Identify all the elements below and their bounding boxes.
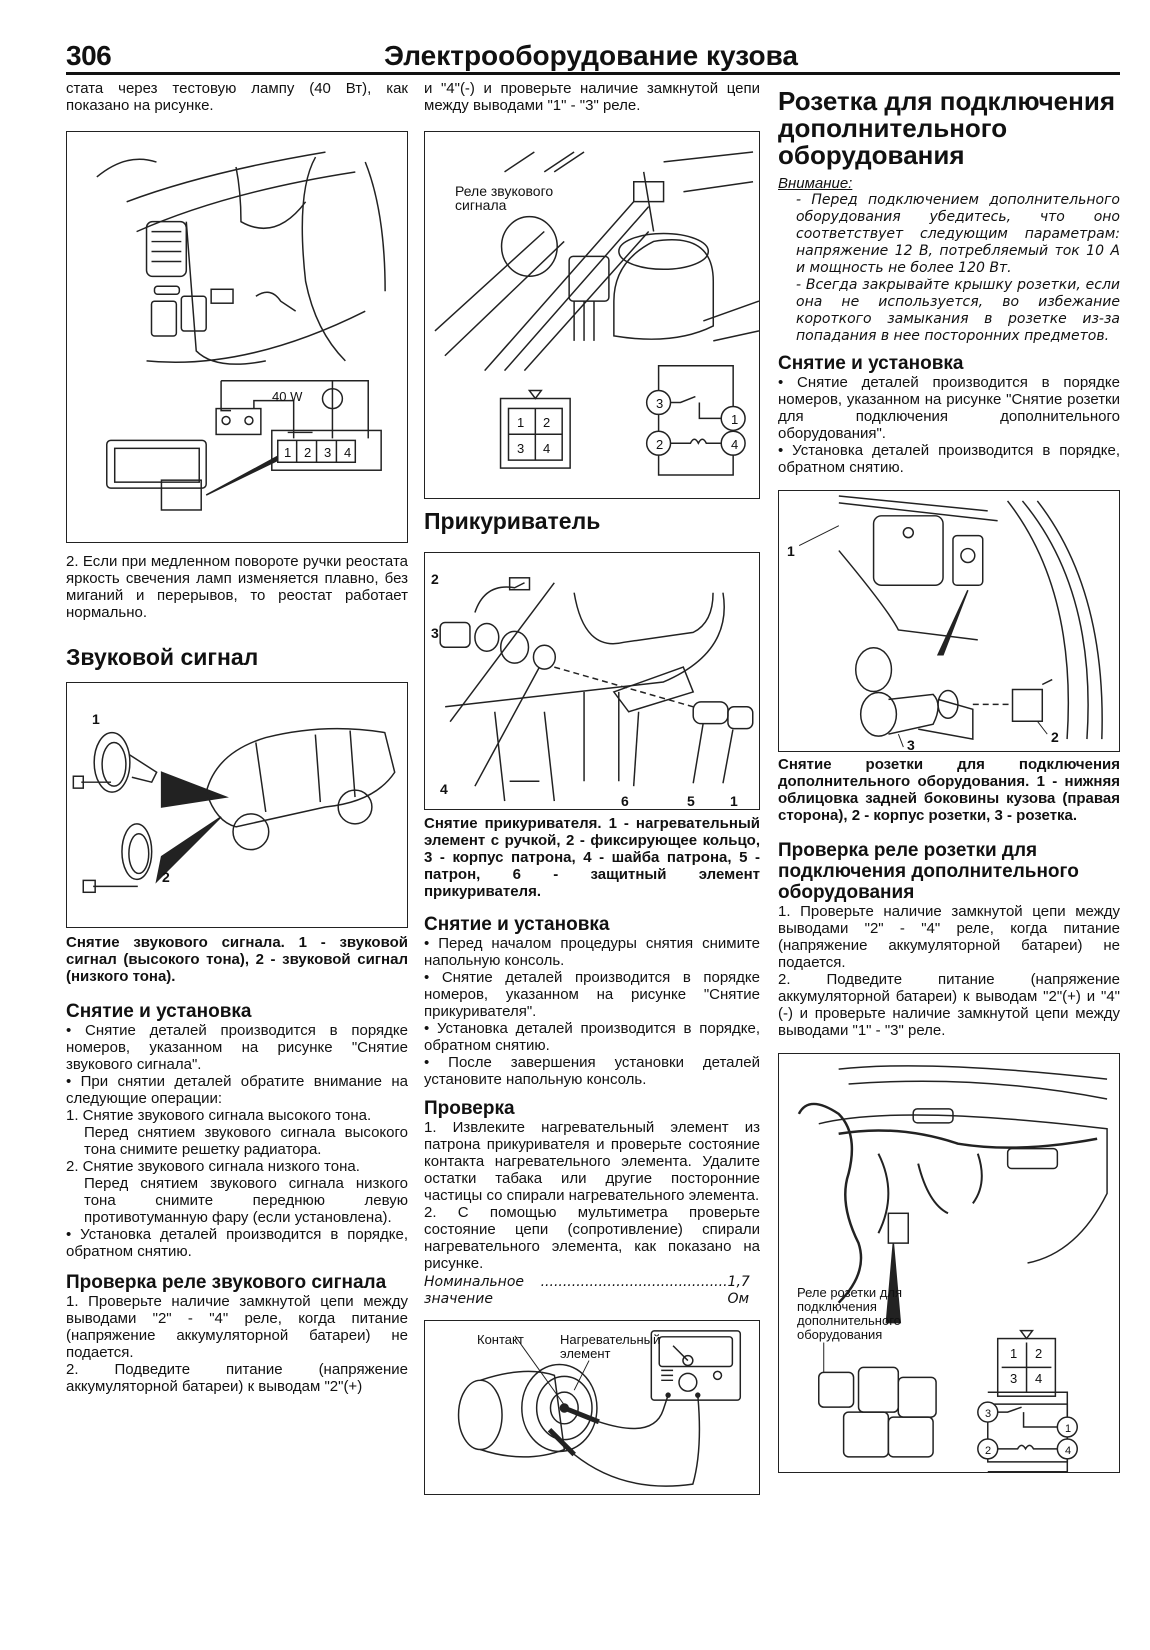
note-item: - Всегда закрывайте крышку розетки, если она не используется, во избежание короткого замыкания в розетке из-за попадания в нее посторонних предметов. — [796, 277, 1120, 344]
socket-relay-check-item: 1. Проверьте наличие замкнутой цепи между выводами "2" - "4" реле, когда питание (напряжение аккумуляторной батареи) не подается. — [778, 903, 1120, 971]
horn-removal-item: Перед снятием звукового сигнала низкого тона снимите переднюю левую противотуманную фару (если установлена). — [84, 1175, 408, 1226]
figure-socket — [778, 490, 1120, 752]
horn-heading: Звуковой сигнал — [66, 644, 259, 670]
lamp-label: 40 W — [272, 389, 303, 404]
schematic-pin-2: 2 — [656, 437, 664, 452]
connector-pin-2: 2 — [1035, 1346, 1043, 1361]
figure-horn — [66, 682, 408, 928]
schematic-pin-3: 3 — [656, 396, 664, 411]
horn-removal-item: • При снятии деталей обратите внимание на следующие операции: — [66, 1073, 408, 1107]
socket-relay-check-item: 2. Подведите питание (напряжение аккумуляторной батареи) к выводам "2"(+) и "4"(-) и проверьте наличие замкнутой цепи между выводами "1" - "3" реле. — [778, 971, 1120, 1039]
nominal-value-row — [424, 1274, 760, 1308]
figure-multimeter — [424, 1320, 760, 1495]
socket-removal-item: • Снятие деталей производится в порядке номеров, указанном на рисунке "Снятие розетки для подключения дополнительного оборудования". — [778, 374, 1120, 442]
horn-relay-check-item: 2. Подведите питание (напряжение аккумуляторной батареи) к выводам "2"(+) — [66, 1361, 408, 1395]
schematic-pin-3: 3 — [985, 1408, 992, 1420]
rheostat-step-2: 2. Если при медленном повороте ручки реостата яркость свечения ламп изменяется плавно, без миганий и перерывов, то реостат работает нормально. — [66, 553, 408, 621]
note-item: - Перед подключением дополнительного оборудования убедитесь, что оно соответствует следующим параметрам: напряжение 12 В, потребляемый ток 10 А и мощность не более 120 Вт. — [796, 192, 1120, 276]
lighter-removal-item: • Перед началом процедуры снятия снимите напольную консоль. — [424, 935, 760, 969]
lighter-heading: Прикуриватель — [424, 508, 601, 534]
figure-lighter — [424, 552, 760, 810]
schematic-pin-1: 1 — [731, 412, 739, 427]
schematic-pin-2: 2 — [985, 1445, 992, 1457]
horn-removal-item: • Установка деталей производится в порядке, обратном снятию. — [66, 1226, 408, 1260]
schematic-pin-4: 4 — [731, 437, 739, 452]
lighter-caption: Снятие прикуривателя. 1 - нагревательный элемент с ручкой, 2 - фиксирующее кольцо, 3 - корпус патрона, 4 - шайба патрона, 5 - патрон, 6 - защитный элемент прикуривателя. — [424, 815, 760, 900]
horn-illustration — [67, 683, 407, 927]
figure-rheostat — [66, 131, 408, 543]
terminal-3: 3 — [324, 445, 332, 460]
column-2 — [424, 80, 760, 1495]
figure-socket-relay — [778, 1053, 1120, 1473]
horn-label-2: 2 — [162, 869, 170, 885]
header-rule — [66, 72, 1120, 75]
figure-horn-relay — [424, 131, 760, 499]
connector-pin-1: 1 — [1010, 1346, 1018, 1361]
socket-caption: Снятие розетки для подключения дополнительного оборудования. 1 - нижняя облицовка задней боковины кузова (правая сторона), 2 - корпус розетки, 3 - розетка. — [778, 756, 1120, 824]
intro-text: и "4"(-) и проверьте наличие замкнутой цепи между выводами "1" - "3" реле. — [424, 80, 760, 114]
lighter-removal-item: • Установка деталей производится в порядке, обратном снятию. — [424, 1020, 760, 1054]
socket-removal-heading: Снятие и установка — [778, 353, 964, 374]
column-3 — [778, 88, 1120, 1473]
rheostat-illustration — [67, 132, 407, 542]
intro-text: стата через тестовую лампу (40 Вт), как показано на рисунке. — [66, 80, 408, 114]
horn-removal-item: Перед снятием звукового сигнала высокого тона снимите решетку радиатора. — [84, 1124, 408, 1158]
horn-relay-check-heading: Проверка реле звукового сигнала — [66, 1272, 387, 1293]
nominal-value: 1,7 Ом — [727, 1274, 750, 1307]
lighter-removal-item: • После завершения установки деталей установите напольную консоль. — [424, 1054, 760, 1088]
note-label: Внимание: — [778, 175, 853, 192]
terminal-4: 4 — [344, 445, 352, 460]
socket-removal-item: • Установка деталей производится в порядке, обратном снятию. — [778, 442, 1120, 476]
lighter-label-1: 1 — [730, 793, 738, 809]
connector-pin-4: 4 — [543, 441, 551, 456]
lighter-check-item: 1. Извлеките нагревательный элемент из патрона прикуривателя и проверьте состояние контакта нагревательного элемента. Удалите остатки табака или другие посторонние частицы со спирали нагревательного элемента. — [424, 1119, 760, 1204]
nominal-label: Номинальное значение — [424, 1274, 525, 1307]
horn-removal-item: 2. Снятие звукового сигнала низкого тона. — [66, 1158, 360, 1175]
lighter-removal-item: • Снятие деталей производится в порядке номеров, указанном на рисунке "Снятие прикуривателя". — [424, 969, 760, 1020]
lighter-label-4: 4 — [440, 781, 448, 797]
socket-label-3: 3 — [907, 737, 915, 753]
page-number: 306 — [66, 40, 112, 71]
horn-label-1: 1 — [92, 711, 100, 727]
horn-removal-heading: Снятие и установка — [66, 1001, 252, 1022]
horn-removal-item: • Снятие деталей производится в порядке номеров, указанном на рисунке "Снятие звукового сигнала". — [66, 1022, 408, 1073]
column-1 — [66, 80, 408, 1395]
terminal-2: 2 — [304, 445, 312, 460]
socket-label-2: 2 — [1051, 729, 1059, 745]
running-title: Электрооборудование кузова — [384, 40, 798, 71]
socket-heading: Розетка для подключения дополнительного оборудования — [778, 86, 1115, 170]
lighter-label-5: 5 — [687, 793, 695, 809]
nominal-dots: .......................................... — [540, 1274, 728, 1290]
schematic-pin-1: 1 — [1065, 1423, 1072, 1435]
connector-pin-3: 3 — [517, 441, 525, 456]
horn-relay-check-item: 1. Проверьте наличие замкнутой цепи между выводами "2" - "4" реле, когда питание (напряжение аккумуляторной батареи) не подается. — [66, 1293, 408, 1361]
page-header — [66, 40, 1120, 70]
lighter-illustration — [425, 553, 759, 809]
socket-label-1: 1 — [787, 543, 795, 559]
contact-label: Контакт — [477, 1332, 524, 1347]
socket-relay-label: Реле розетки для подключения дополнительного оборудования — [797, 1285, 902, 1342]
terminal-1: 1 — [284, 445, 292, 460]
horn-caption: Снятие звукового сигнала. 1 - звуковой сигнал (высокого тона), 2 - звуковой сигнал (низкого тона). — [66, 934, 408, 985]
heating-element-label: Нагревательный элемент — [560, 1332, 661, 1361]
lighter-label-2: 2 — [431, 571, 439, 587]
connector-pin-4: 4 — [1035, 1371, 1043, 1386]
connector-pin-1: 1 — [517, 415, 525, 430]
socket-illustration — [779, 491, 1119, 751]
socket-relay-check-heading: Проверка реле розетки для подключения дополнительного оборудования — [778, 840, 1079, 903]
lighter-removal-heading: Снятие и установка — [424, 914, 610, 935]
horn-removal-item: 1. Снятие звукового сигнала высокого тона. — [66, 1107, 372, 1124]
lighter-label-3: 3 — [431, 625, 439, 641]
connector-pin-3: 3 — [1010, 1371, 1018, 1386]
connector-pin-2: 2 — [543, 415, 551, 430]
lighter-check-item: 2. С помощью мультиметра проверьте состояние цепи (сопротивление) спирали нагревательного элемента, как показано на рисунке. — [424, 1204, 760, 1272]
schematic-pin-4: 4 — [1065, 1445, 1072, 1457]
horn-relay-label: Реле звукового сигнала — [455, 183, 554, 213]
socket-relay-illustration — [779, 1054, 1119, 1472]
lighter-label-6: 6 — [621, 793, 629, 809]
lighter-check-heading: Проверка — [424, 1098, 515, 1119]
